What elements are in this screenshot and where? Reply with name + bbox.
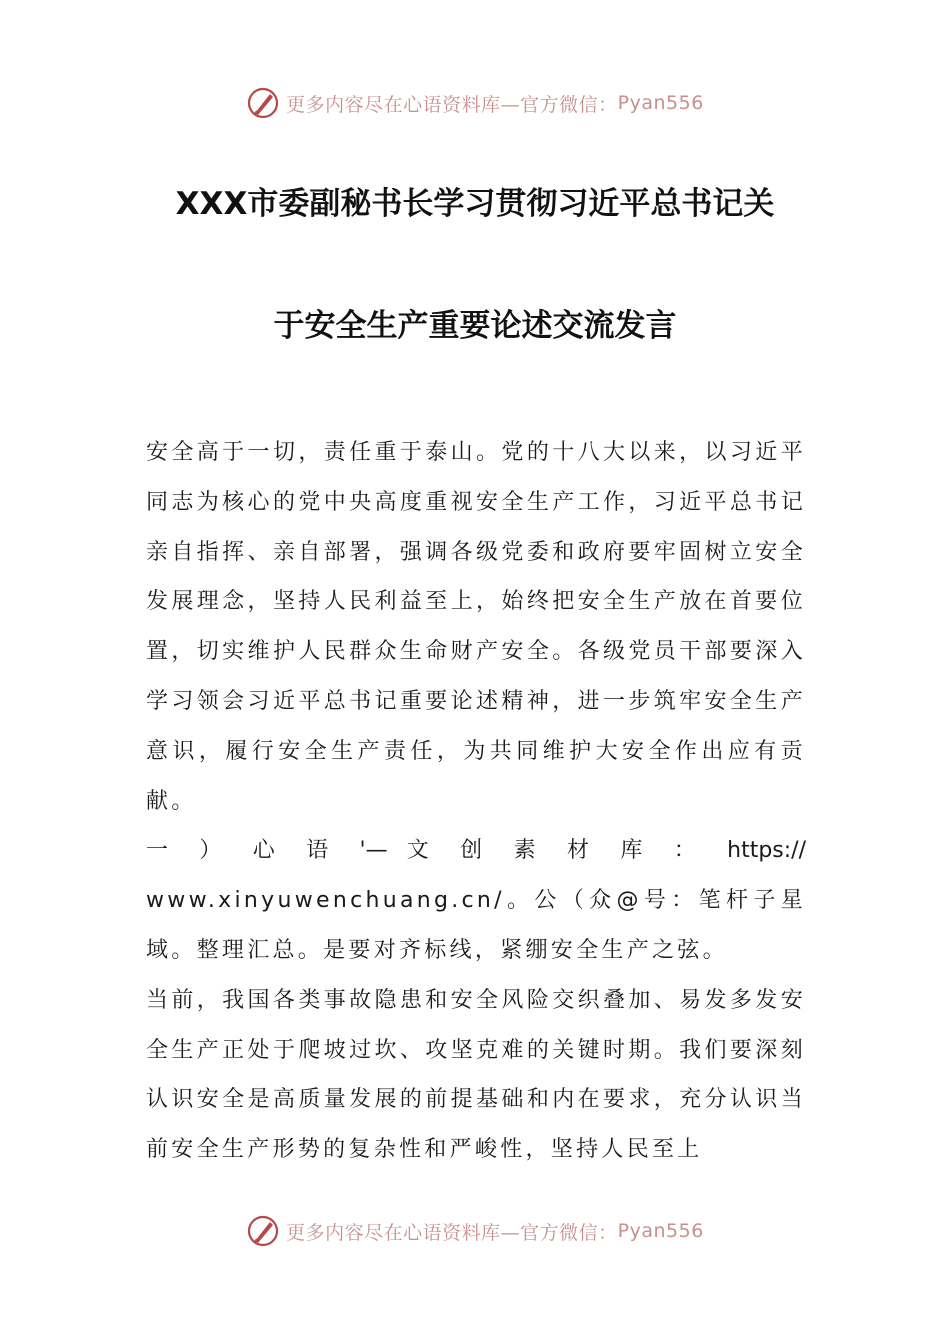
document-body [146, 428, 806, 1175]
paragraph-2-first-line: 一 ） 心 语 '— 文 创 素 材 库 ： https:// [146, 838, 806, 864]
paragraph-2-rest: www.xinyuwenchuang.cn/。公（众@号：笔杆子星域。整理汇总。是要对齐标线，紧绷安全生产之弦。 [146, 888, 806, 963]
document-title-line-1: XXX市委副秘书长学习贯彻习近平总书记关 [175, 186, 775, 222]
watermark-text: 更多内容尽在心语资料库—官方微信： [286, 93, 618, 116]
document-title-line-2: 于安全生产重要论述交流发言 [273, 308, 677, 344]
watermark-text: 更多内容尽在心语资料库—官方微信： [286, 1221, 618, 1244]
watermark-contact: Pyan556 [617, 1220, 704, 1242]
footer-watermark [0, 1211, 950, 1251]
header-watermark [0, 83, 950, 123]
paragraph-3: 当前，我国各类事故隐患和安全风险交织叠加、易发多发安全生产正处于爬坡过坎、攻坚克难的关键时期。我们要深刻认识安全是高质量发展的前提基础和内在要求，充分认识当前安全生产形势的复杂性和严峻性，坚持人民至上 [146, 987, 806, 1163]
quill-circle-icon [246, 86, 280, 120]
paragraph-1: 安全高于一切，责任重于泰山。党的十八大以来，以习近平同志为核心的党中央高度重视安全生产工作，习近平总书记亲自指挥、亲自部署，强调各级党委和政府要牢固树立安全发展理念，坚持人民利益至上，始终把安全生产放在首要位置，切实维护人民群众生命财产安全。各级党员干部要深入学习领会习近平总书记重要论述精神，进一步筑牢安全生产意识，履行安全生产责任，为共同维护大安全作出应有贡献。 [146, 440, 806, 814]
watermark-contact: Pyan556 [617, 92, 704, 114]
quill-circle-icon [246, 1214, 280, 1248]
